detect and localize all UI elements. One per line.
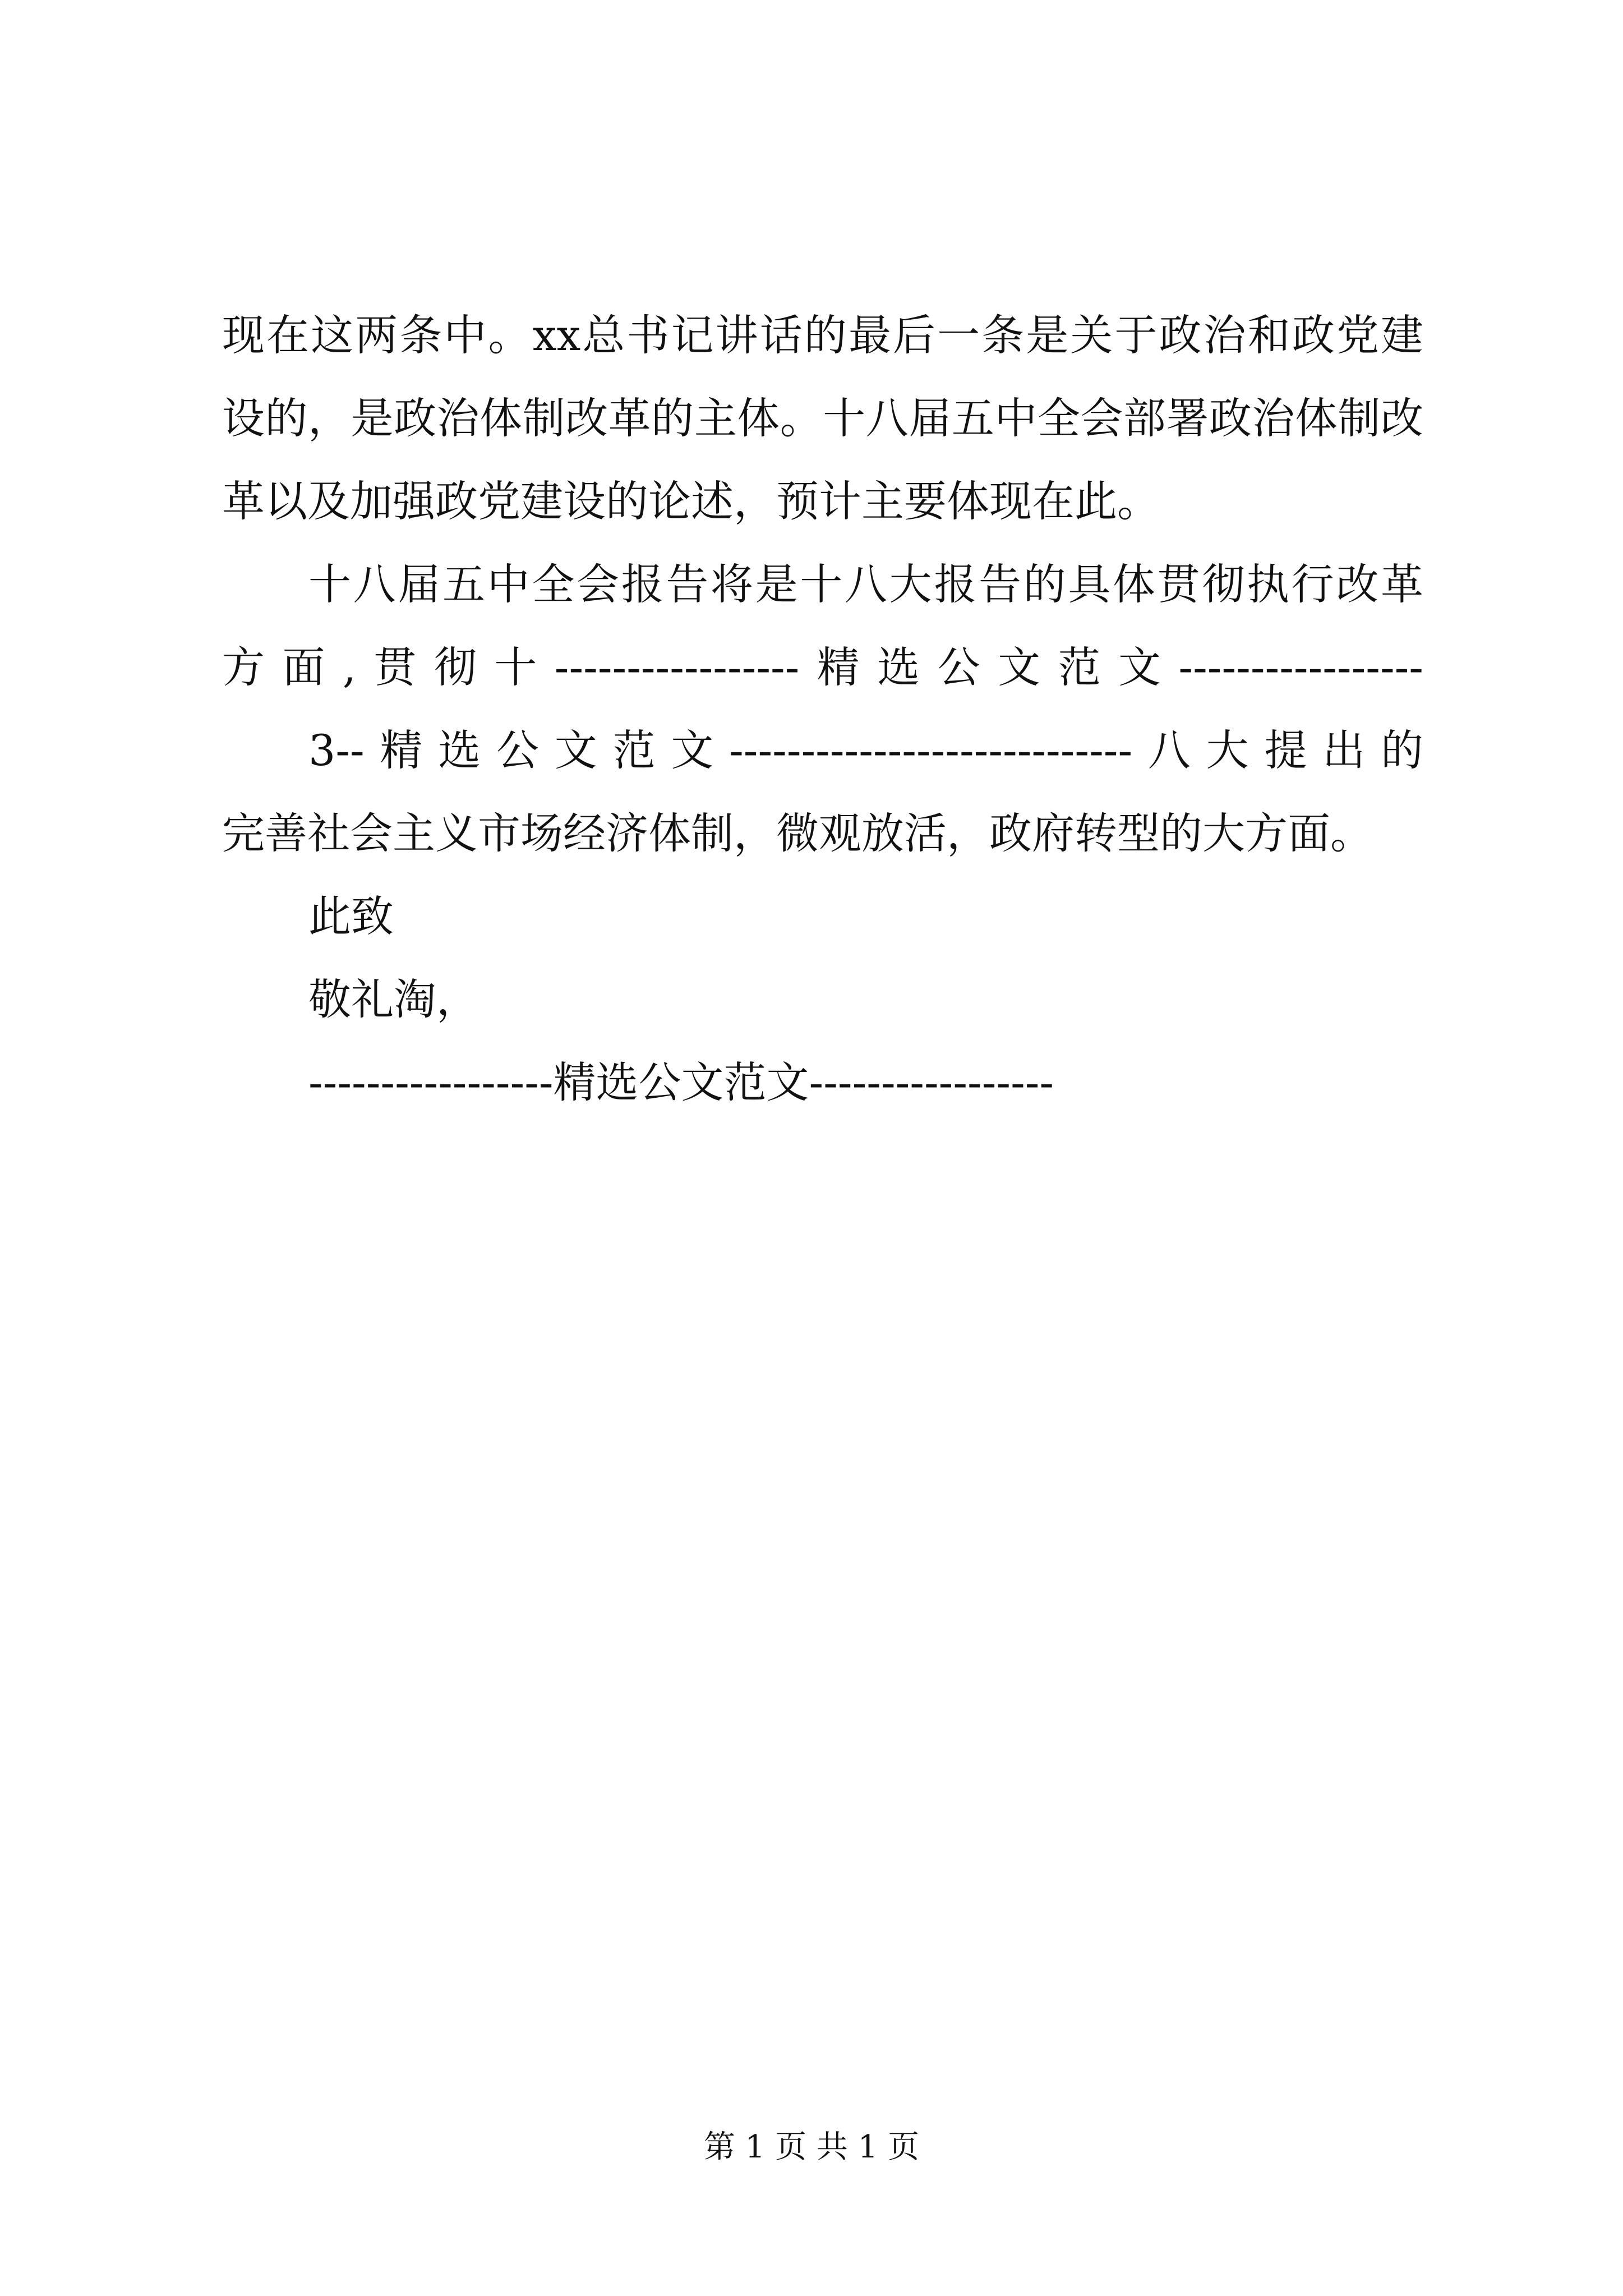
body-text-line: 设的，是政治体制改革的主体。十八届五中全会部署政治体制改	[222, 393, 1423, 443]
separator-text: -----------------精选公文范文-----------------	[308, 1057, 1054, 1107]
body-text-line: 方面,贯彻十-----------------精选公文范文-----------------	[222, 642, 1423, 692]
body-text-line: 现在这两条中。xx总书记讲话的最后一条是关于政治和政党建	[222, 310, 1423, 360]
body-text-line: 革以及加强政党建设的论述，预计主要体现在此。	[222, 476, 1160, 526]
page-number-footer: 第 1 页 共 1 页	[703, 2129, 920, 2165]
body-text-line: 完善社会主义市场经济体制，微观放活，政府转型的大方面。	[222, 808, 1373, 858]
body-text-line: 十八届五中全会报告将是十八大报告的具体贯彻执行改革	[308, 559, 1423, 609]
closing-salutation: 此致	[308, 891, 394, 941]
body-text-line: 3--精选公文范文----------------------------八大提出的	[308, 725, 1423, 775]
closing-regards: 敬礼淘，	[308, 974, 479, 1024]
